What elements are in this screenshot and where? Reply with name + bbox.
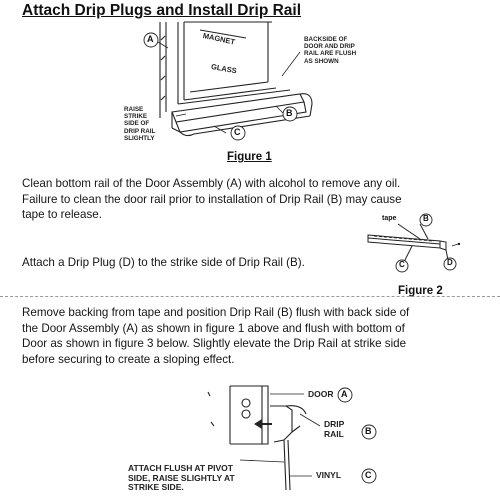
callout-d: D: [447, 258, 453, 267]
label-drip: DRIP: [324, 419, 345, 429]
note-line: AS SHOWN: [304, 57, 339, 65]
note-line: DOOR AND DRIP: [304, 43, 355, 51]
paragraph-line: Clean bottom rail of the Door Assembly (A) with alcohol to remove any oil.: [22, 177, 401, 190]
note-line: BACKSIDE OF: [304, 36, 348, 43]
callout-a: A: [341, 389, 348, 399]
figure-1-caption: Figure 1: [227, 151, 272, 163]
paragraph-line: before securing to create a sloping effect.: [22, 352, 235, 366]
paragraph-clean: [22, 176, 402, 223]
note-line: ATTACH FLUSH AT PIVOT: [128, 463, 233, 473]
label-vinyl: VINYL: [316, 470, 342, 480]
callout-a: A: [147, 34, 154, 44]
note-line: STRIKE: [124, 113, 148, 121]
paragraph-line: the Door Assembly (A) as shown in figure 1 above and flush with bottom of: [22, 321, 405, 335]
paragraph-line: Failure to clean the door rail prior to installation of Drip Rail (B) may cause: [22, 192, 402, 206]
note-line: SLIGHTLY: [124, 134, 155, 142]
section-divider: [0, 296, 500, 297]
label-rail: RAIL: [324, 429, 344, 439]
figure-2-caption: Figure 2: [398, 285, 443, 297]
note-line: DRIP RAIL: [124, 127, 156, 135]
page-title: Attach Drip Plugs and Install Drip Rail: [22, 2, 302, 19]
figure-3: [0, 380, 500, 500]
note-backside: [304, 36, 356, 65]
paragraph-line: Remove backing from tape and position Drip Rail (B) flush with back side of: [22, 306, 410, 319]
note-line: RAISE: [124, 106, 144, 113]
note-line: SIDE, RAISE SLIGHTLY AT: [128, 472, 235, 483]
figure-2: [360, 208, 500, 298]
figure-1-drawing: [0, 0, 500, 160]
label-tape: tape: [382, 215, 397, 222]
figure-1: [0, 0, 500, 170]
paragraph-line: Door as shown in figure 3 below. Slightly elevate the Drip Rail at strike side: [22, 337, 407, 350]
callout-b: B: [365, 426, 372, 436]
label-magnet: MAGNET: [202, 31, 236, 47]
callout-b: B: [286, 108, 293, 118]
figure-3-drawing: [0, 380, 500, 500]
note-line: STRIKE SIDE.: [128, 482, 184, 492]
label-door: DOOR: [308, 389, 334, 399]
label-glass: GLASS: [210, 62, 238, 76]
callout-c: C: [399, 260, 405, 269]
paragraph-attach-plug: Attach a Drip Plug (D) to the strike side of Drip Rail (B).: [22, 256, 305, 269]
note-line: RAIL ARE FLUSH: [304, 50, 357, 58]
paragraph-position: [22, 305, 409, 367]
note-attach: [128, 464, 235, 493]
paragraph-line: tape to release.: [22, 208, 102, 221]
figure-2-drawing: [360, 208, 500, 278]
note-raise: [124, 106, 155, 142]
callout-c: C: [365, 470, 372, 480]
note-line: SIDE OF: [124, 120, 150, 128]
callout-c: C: [234, 127, 241, 137]
callout-b: B: [423, 214, 429, 223]
